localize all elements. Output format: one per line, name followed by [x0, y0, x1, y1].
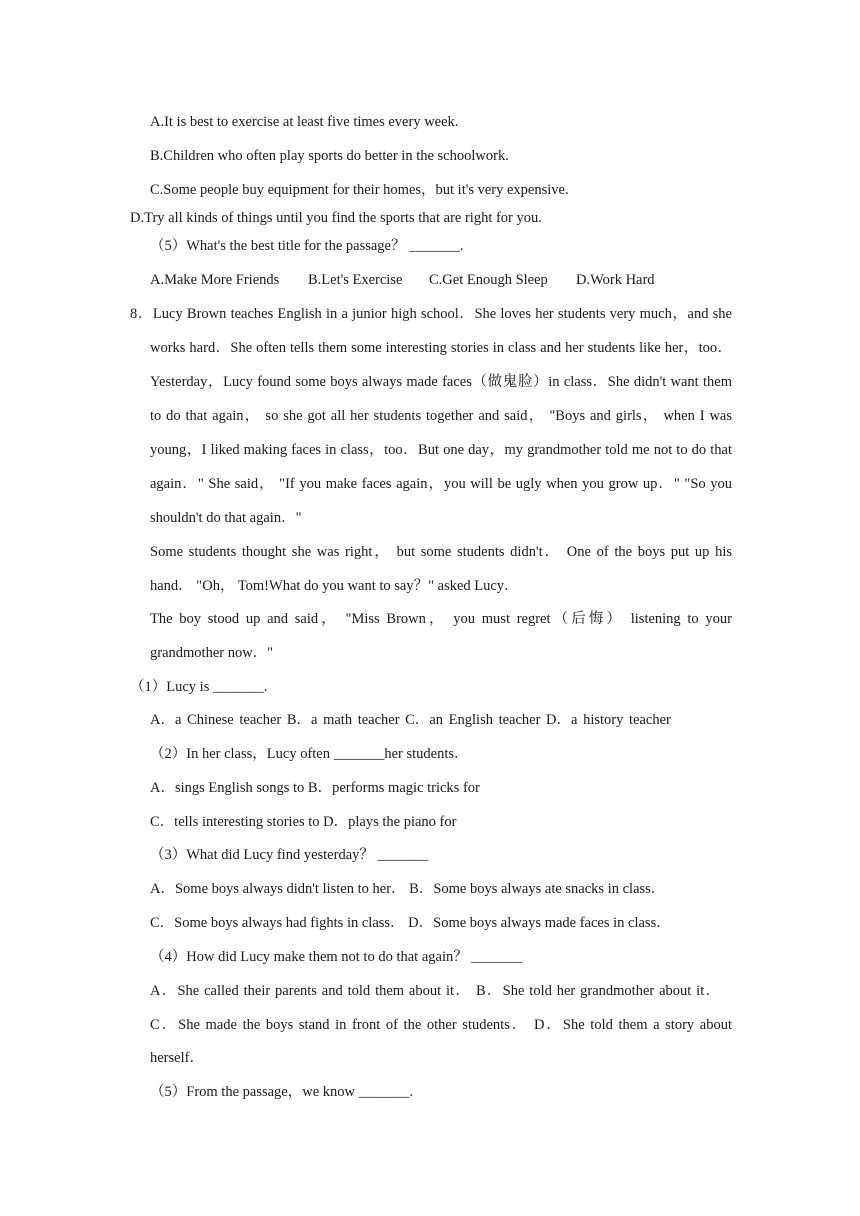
q3-options-cd: C．Some boys always had fights in class． D．Some boys always made faces in class．: [150, 915, 671, 931]
passage-line: works hard．She often tells them some interesting stories in class and her students like her，too．: [150, 340, 732, 356]
passage-line: The boy stood up and said， "Miss Brown， you must regret（后悔） listening to your: [150, 611, 732, 627]
q1-options: A．a Chinese teacher B．a math teacher C．an English teacher D．a history teacher: [150, 712, 671, 728]
q4-prompt: （4）How did Lucy make them not to do that again？ _______: [150, 949, 523, 965]
option-b: B.Children who often play sports do better in the schoolwork.: [150, 148, 509, 164]
passage-line: 8．Lucy Brown teaches English in a junior high school．She loves her students very much，and she: [130, 306, 732, 322]
q2-options-ab: A．sings English songs to B．performs magic tricks for: [150, 780, 480, 796]
q4-options-ab: A．She called their parents and told them about it． B．She told her grandmother about it．: [150, 983, 720, 999]
passage-line: hand． "Oh， Tom!What do you want to say？" asked Lucy．: [150, 578, 519, 594]
q3-options-ab: A．Some boys always didn't listen to her． B．Some boys always ate snacks in class．: [150, 881, 666, 897]
q3-prompt: （3）What did Lucy find yesterday？ _______: [150, 847, 429, 863]
q4-options-cd: C．She made the boys stand in front of the other students． D．She told them a story about: [150, 1017, 732, 1033]
question-5-prompt: （5）What's the best title for the passage？ _______.: [150, 238, 464, 254]
option-d: D.Try all kinds of things until you find the sports that are right for you.: [130, 210, 542, 226]
question-5-option-b: B.Let's Exercise: [308, 272, 403, 288]
passage-line: young，I liked making faces in class，too．But one day，my grandmother told me not to do that: [150, 442, 732, 458]
passage-line: Some students thought she was right， but some students didn't． One of the boys put up his: [150, 544, 732, 560]
q2-prompt: （2）In her class，Lucy often _______her students．: [150, 746, 469, 762]
question-5-option-c: C.Get Enough Sleep: [429, 272, 548, 288]
q5-prompt: （5）From the passage，we know _______.: [150, 1084, 413, 1100]
passage-line: to do that again， so she got all her students together and said， "Boys and girls， when I was: [150, 408, 732, 424]
option-a: A.It is best to exercise at least five times every week.: [150, 114, 459, 130]
q1-prompt: （1）Lucy is _______.: [130, 679, 268, 695]
passage-line: grandmother now．": [150, 645, 274, 661]
question-5-option-d: D.Work Hard: [576, 272, 655, 288]
passage-line: Yesterday，Lucy found some boys always made faces（做鬼脸）in class．She didn't want them: [150, 374, 732, 390]
q4-options-cont: herself．: [150, 1050, 204, 1066]
passage-line: again．" She said， "If you make faces again，you will be ugly when you grow up．" "So you: [150, 476, 732, 492]
passage-line: shouldn't do that again．": [150, 510, 302, 526]
q2-options-cd: C．tells interesting stories to D．plays the piano for: [150, 814, 457, 830]
option-c: C.Some people buy equipment for their homes，but it's very expensive.: [150, 182, 569, 198]
question-5-option-a: A.Make More Friends: [150, 272, 280, 288]
